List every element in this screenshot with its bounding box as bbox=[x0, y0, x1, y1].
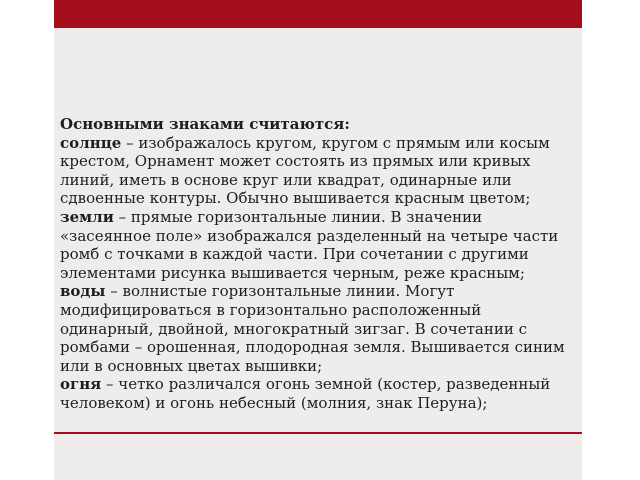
bottom-accent-line bbox=[54, 432, 582, 434]
heading-line bbox=[60, 115, 576, 134]
item-sun-text: – изображалось кругом, кругом с прямым или косым крестом, Орнамент может состоять из прямых или кривых линий, иметь в основе круг или квадрат, одинарные или сдвоенные контуры. Обычно вышивается красным цветом; bbox=[60, 133, 550, 208]
item-fire bbox=[60, 375, 576, 412]
item-fire-text: – четко различался огонь земной (костер, разведенный человеком) и огонь небесный (молния, знак Перуна); bbox=[60, 375, 551, 412]
item-earth bbox=[60, 208, 576, 282]
slide-text bbox=[60, 115, 576, 413]
item-sun-term: солнце bbox=[60, 133, 122, 152]
item-water-text: – волнистые горизонтальные линии. Могут модифицироваться в горизонтально расположенный одинарный, двойной, многократный зигзаг. В сочетании с ромбами – орошенная, плодородная земля. Вышивается синим или в основных цветах вышивки; bbox=[60, 282, 565, 375]
slide-heading: Основными знаками считаются: bbox=[60, 115, 350, 133]
item-earth-text: – прямые горизонтальные линии. В значении «засеянное поле» изображался разделенный на четыре части ромб с точками в каждой части. При сочетании с другими элементами рисунка вышивается черным, реже красным; bbox=[60, 207, 559, 282]
item-fire-term: огня bbox=[60, 375, 102, 394]
item-sun bbox=[60, 134, 576, 208]
item-earth-term: земли bbox=[60, 207, 114, 226]
item-water bbox=[60, 282, 576, 375]
top-accent-bar bbox=[54, 0, 582, 28]
item-water-term: воды bbox=[60, 282, 106, 301]
